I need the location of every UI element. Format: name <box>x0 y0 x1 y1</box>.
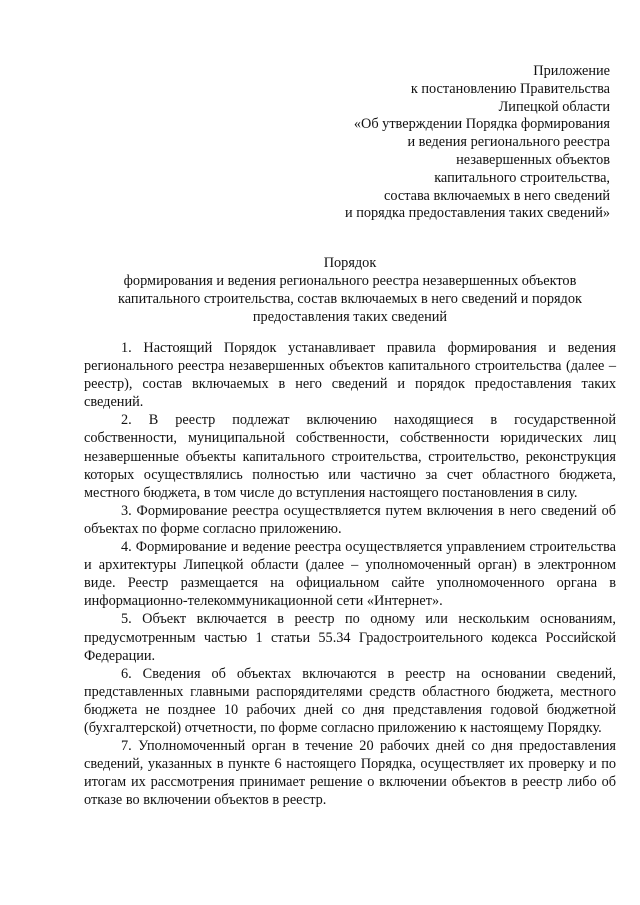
appendix-header <box>250 63 610 223</box>
paragraph-4: 4. Формирование и ведение реестра осуществляется управлением строительства и архитектуры Липецкой области (далее – уполномоченный орган) в электронном виде. Реестр размещается на официальном сайте уполномоченного органа в информационно-телекоммуникационной сети «Интернет». <box>84 539 616 610</box>
paragraph-7: 7. Уполномоченный орган в течение 20 рабочих дней со дня предоставления сведений, указанных в пункте 6 настоящего Порядка, осуществляет их проверку и по итогам их рассмотрения принимает решение о включении объектов в реестр либо об отказе во включении объектов в реестр. <box>84 738 616 809</box>
title-line: предоставления таких сведений <box>252 309 448 325</box>
title-line: формирования и ведения регионального реестра незавершенных объектов <box>123 273 577 289</box>
title-line: капитального строительства, состав включаемых в него сведений и порядок <box>118 291 582 307</box>
appendix-line: и порядка предоставления таких сведений» <box>345 205 610 222</box>
appendix-line: Липецкой области <box>498 98 610 115</box>
paragraph-5: 5. Объект включается в реестр по одному или нескольким основаниям, предусмотренным частью 1 статьи 55.34 Градостроительного кодекса Российской Федерации. <box>84 611 616 664</box>
appendix-line: к постановлению Правительства <box>410 80 610 97</box>
appendix-line: «Об утверждении Порядка формирования <box>353 116 610 133</box>
paragraph-6: 6. Сведения об объектах включаются в реестр на основании сведений, представленных главными распорядителями средств областного бюджета, местного бюджета не позднее 10 рабочих дней со дня представления годовой бюджетной (бухгалтерской) отчетности, по форме согласно приложению к настоящему Порядку. <box>84 665 616 736</box>
appendix-line: и ведения регионального реестра <box>407 134 610 151</box>
paragraph-3: 3. Формирование реестра осуществляется путем включения в него сведений об объектах по форме согласно приложению. <box>84 502 616 537</box>
paragraph-2: 2. В реестр подлежат включению находящиеся в государственной собственности, муниципальной собственности, собственности юридических лиц незавершенные объекты капитального строительства, строительство, реконструкция которых осуществлялись полностью или частично за счет областного бюджета, местного бюджета, в том числе до вступления настоящего постановления в силу. <box>84 412 616 501</box>
appendix-line: незавершенных объектов <box>456 151 610 168</box>
appendix-line: капитального строительства, <box>434 169 610 186</box>
title-heading: Порядок <box>323 255 377 271</box>
document-body <box>84 339 616 809</box>
paragraph-1: 1. Настоящий Порядок устанавливает правила формирования и ведения регионального реестра незавершенных объектов капитального строительства (далее – реестр), состав включаемых в него сведений и порядок предоставления таких сведений. <box>84 340 616 411</box>
appendix-line: Приложение <box>533 63 610 79</box>
appendix-line: состава включаемых в него сведений <box>384 187 610 204</box>
document-title <box>84 254 616 326</box>
